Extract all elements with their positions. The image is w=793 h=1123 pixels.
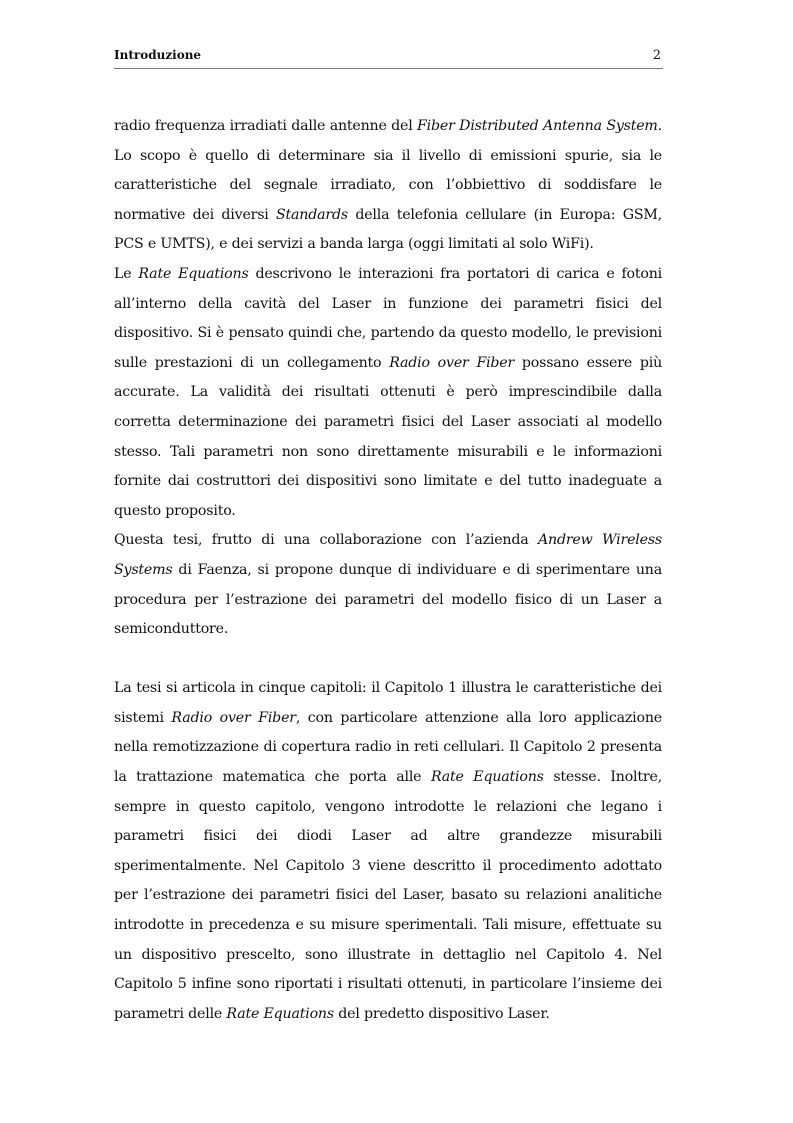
paragraph-4-italic-rate-equations-2: Rate Equations [226, 1005, 334, 1022]
paragraph-2-italic-radio-over-fiber: Radio over Fiber [389, 354, 515, 371]
paragraph-4-text-c: , con particolare attenzione alla loro applicazione nella remotizzazione di copertura radio in reti cellulari. Il Capitolo 2 presenta la trattazione matematica che porta alle [114, 709, 662, 786]
paragraph-spacer [114, 645, 662, 675]
paragraph-2-text-e: possano essere più accurate. La validità dei risultati ottenuti è però imprescindibile dalla corretta determinazione dei parametri fisici del Laser associati al modello stesso. Tali parametri non sono direttamente misurabili e le informazioni fornite dai costruttori dei dispositivi sono limitate e del tutto inadeguate a questo proposito. [114, 354, 663, 519]
paragraph-4-text-e: stesse. Inoltre, sempre in questo capitolo, vengono introdotte le relazioni che legano i parametri fisici dei diodi Laser ad altre grandezze misurabili sperimentalmente. Nel Capitolo 3 viene descritto il procedimento adottato per l’estrazione dei parametri fisici del Laser, basato su relazioni analitiche introdotte in precedenza e su misure sperimentali. Tali misure, effettuate su un dispositivo prescelto, sono illustrate in dettaglio nel Capitolo 4. Nel Capitolo 5 infine sono riportati i risultati ottenuti, in particolare l’insieme dei parametri delle [114, 769, 662, 1022]
paragraph-2-italic-rate-equations: Rate Equations [138, 265, 249, 282]
paragraph-1-text-a: radio frequenza irradiati dalle antenne del [114, 118, 418, 134]
paragraph-1-italic-standards: Standards [276, 206, 348, 223]
paragraph-4 [114, 674, 662, 1029]
paragraph-3-text-c: di Faenza, si propone dunque di individuare e di sperimentare una procedura per l’estrazione dei parametri del modello fisico di un Laser a semiconduttore. [114, 561, 662, 638]
paragraph-3-text-a: Questa tesi, frutto di una collaborazione con l’azienda [114, 532, 538, 549]
paragraph-4-text-g: del predetto dispositivo Laser. [333, 1005, 550, 1022]
paragraph-2 [114, 260, 662, 526]
page-number: 2 [652, 48, 661, 63]
paragraph-3-italic-company: Andrew Wireless Systems [114, 532, 662, 578]
paragraph-1-text-e: della telefonia cellulare (in Europa: GSM, PCS e UMTS), e dei servizi a banda larga (oggi limitati al solo WiFi). [114, 206, 662, 253]
document-body [114, 112, 662, 1029]
paragraph-1-text-c: Lo scopo è quello di determinare sia il livello di emissioni spurie, sia le caratteristiche del segnale irradiato, con l’obbiettivo di soddisfare le normative dei diversi [114, 147, 662, 223]
paragraph-1 [114, 112, 662, 260]
paragraph-2-text-c: descrivono le interazioni fra portatori di carica e fotoni all’interno della cavità del Laser in funzione dei parametri fisici del dispositivo. Si è pensato quindi che, partendo da questo modello, le previsioni sulle prestazioni di un collegamento [114, 265, 662, 371]
page-header [114, 48, 663, 69]
paragraph-2-text-a: Le [114, 265, 139, 282]
paragraph-3 [114, 526, 662, 644]
paragraph-4-text-a: La tesi si articola in cinque capitoli: il Capitolo 1 illustra le caratteristiche dei sistemi [114, 680, 662, 726]
paragraph-4-italic-radio-over-fiber: Radio over Fiber [171, 709, 296, 726]
paragraph-1-italic-term: Fiber Distributed Antenna System. [417, 118, 662, 134]
paragraph-4-italic-rate-equations: Rate Equations [430, 769, 544, 786]
running-header-title: Introduzione [114, 48, 202, 62]
